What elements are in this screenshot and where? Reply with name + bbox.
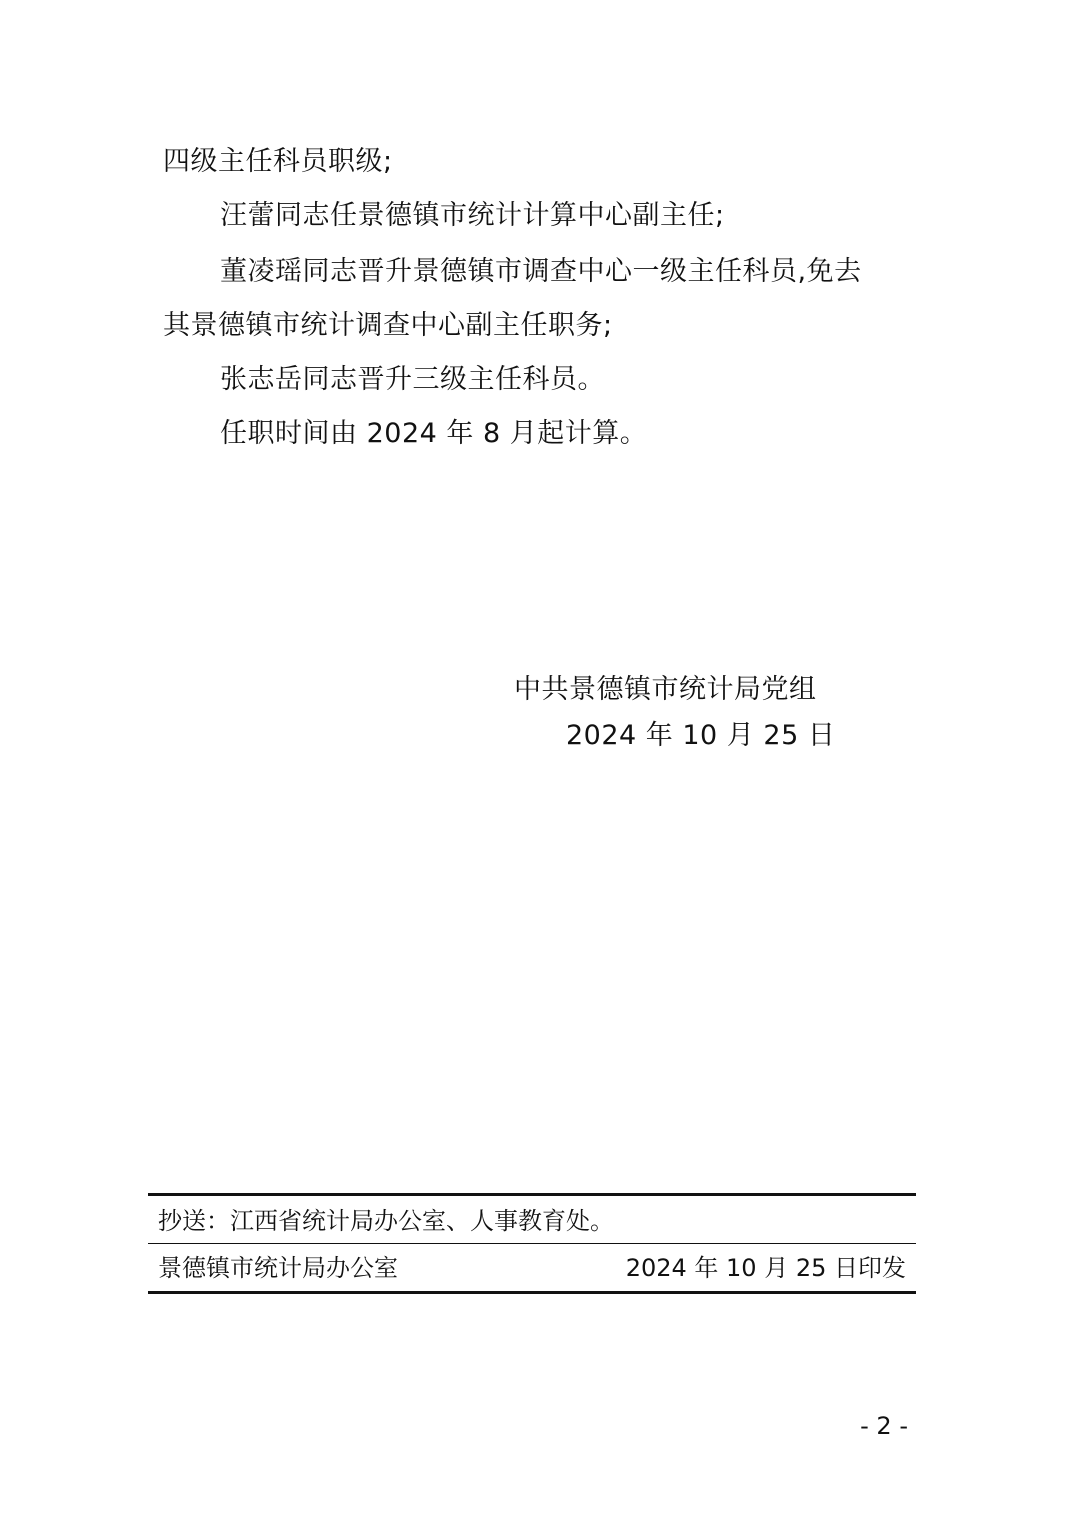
signature-organization: 中共景德镇市统计局党组 <box>514 674 817 705</box>
body-line: 其景德镇市统计调查中心副主任职务; <box>163 310 613 341</box>
body-line: 任职时间由 2024 年 8 月起计算。 <box>220 418 648 449</box>
footer-bottom-rule <box>148 1291 916 1294</box>
page-number: - 2 - <box>860 1412 908 1440</box>
body-line: 董凌瑶同志晋升景德镇市调查中心一级主任科员,免去 <box>220 256 862 287</box>
body-line: 汪蕾同志任景德镇市统计计算中心副主任; <box>220 200 725 231</box>
footer-middle-rule <box>148 1243 916 1244</box>
body-line: 张志岳同志晋升三级主任科员。 <box>220 364 605 395</box>
issue-date: 2024 年 10 月 25 日印发 <box>625 1254 906 1282</box>
issuer-name: 景德镇市统计局办公室 <box>158 1254 398 1282</box>
footer-top-rule <box>148 1193 916 1196</box>
signature-date: 2024 年 10 月 25 日 <box>566 720 836 751</box>
cc-line: 抄送：江西省统计局办公室、人事教育处。 <box>158 1207 614 1235</box>
body-line: 四级主任科员职级; <box>163 146 393 177</box>
